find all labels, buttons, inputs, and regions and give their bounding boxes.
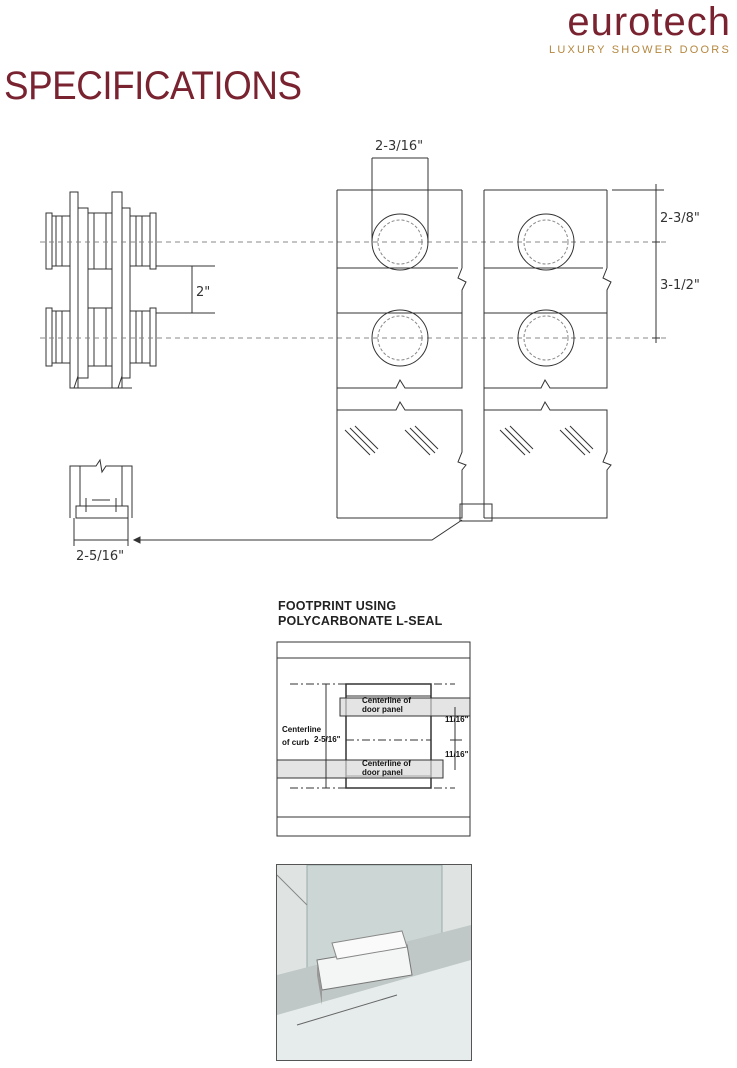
detail-leader-arrow [134,520,462,540]
centerlines [40,242,670,338]
panel-right [484,190,611,518]
hinge-side-view [46,192,156,388]
hinge-width-dimension [372,158,428,242]
footprint-width-label: 2-5/16" [314,735,341,744]
panel-left [337,190,492,521]
footprint-title-line2: POLYCARBONATE L-SEAL [278,614,443,628]
arrow-head-icon [134,537,140,543]
footprint-offset-label-2: 11/16" [445,750,469,759]
brand-tagline: LUXURY SHOWER DOORS [549,44,731,56]
spacing-right-label: 3-1/2" [660,278,700,293]
footprint-title [278,599,442,629]
seal-render [277,865,471,1060]
footprint-title-line1: FOOTPRINT USING [278,599,397,613]
page-title: SPECIFICATIONS [4,64,302,108]
door-bottom-label-1: Centerline of [362,759,411,768]
door-top-label-1: Centerline of [362,696,411,705]
curb-label-1: Centerline [282,725,322,734]
seal-photo [276,864,472,1061]
brand-name: eurotech [567,0,731,44]
spacing-left-label: 2" [196,285,211,300]
curb-width-label: 2-5/16" [76,549,125,564]
hinge-width-label: 2-3/16" [375,139,424,154]
curb-detail [70,460,132,546]
right-dimensions [612,184,664,343]
top-offset-label: 2-3/8" [660,211,700,226]
curb-label-2: of curb [282,738,310,747]
door-bottom-label-2: door panel [362,768,403,777]
door-top-label-2: door panel [362,705,403,714]
footprint-offset-label-1: 11/16" [445,715,469,724]
